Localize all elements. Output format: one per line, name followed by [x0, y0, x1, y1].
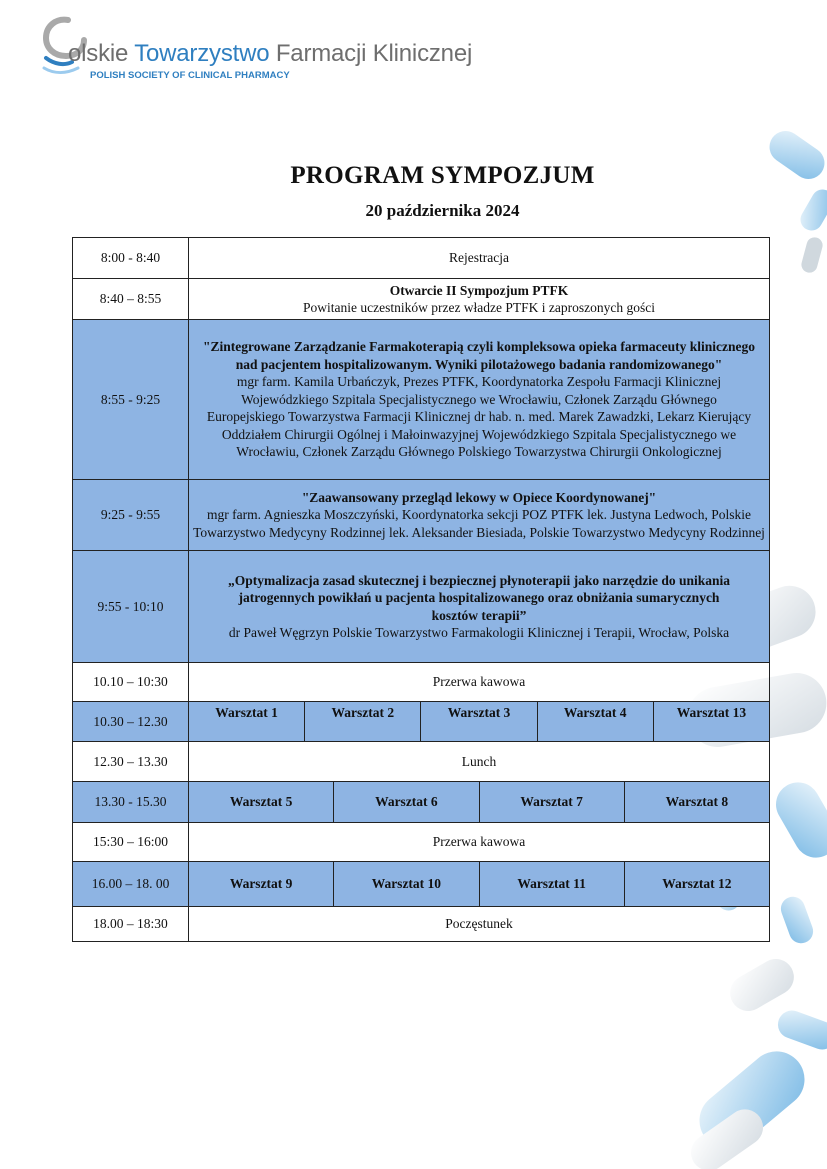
speaker: mgr farm. Kamila Urbańczyk, Prezes PTFK, Koordynatorka Zespołu Farmacji Klinicznej Wojewódzkiego Szpitala Specjalistycznego we Wrocławiu, Członek Zarządu Głównego Europejskiego Towarzystwa Farmacji Klinicznej — [206, 374, 722, 425]
session-title: "Zintegrowane Zarządzanie Farmakoterapią czyli kompleksowa opieka farmaceuty klinicznego nad pacjentem hospitalizowanym. Wyniki pilotażowego badania randomizowanego" — [202, 339, 756, 372]
time-cell: 10.30 – 12.30 — [73, 702, 189, 742]
time-cell: 8:55 - 9:25 — [73, 320, 189, 480]
workshop-item: Warsztat 13 — [676, 705, 747, 720]
time-cell: 8:40 – 8:55 — [73, 279, 189, 320]
workshop-item: Warsztat 8 — [665, 794, 729, 810]
workshop-item: Warsztat 1 — [189, 702, 305, 741]
time-cell: 9:55 - 10:10 — [73, 551, 189, 663]
time-cell: 15:30 – 16:00 — [73, 823, 189, 862]
workshop-group — [189, 702, 769, 741]
time-cell: 12.30 – 13.30 — [73, 742, 189, 782]
table-row — [73, 907, 770, 942]
session-cell — [189, 480, 770, 551]
logo-title — [68, 40, 472, 68]
table-row — [73, 782, 770, 823]
workshop-item: Warsztat 2 — [305, 702, 421, 741]
table-row — [73, 551, 770, 663]
workshop-item: Warsztat 5 — [189, 782, 334, 822]
table-row — [73, 279, 770, 320]
workshop-group — [189, 862, 769, 906]
workshop-group — [189, 782, 769, 822]
table-row — [73, 238, 770, 279]
logo-subtitle: POLISH SOCIETY OF CLINICAL PHARMACY — [90, 70, 290, 81]
workshops-cell — [189, 862, 770, 907]
table-row — [73, 702, 770, 742]
session-title: Otwarcie II Sympozjum PTFK — [389, 282, 569, 298]
session-cell: Lunch — [189, 742, 770, 782]
speaker: dr hab. n. med. Marek Zawadzki, Lekarz Kierujący Oddziałem Chirurgii Ogólnej i Małoinwazyjnej Wojewódzkiego Szpitala Specjalistycznego we Wrocławiu, Członek Zarządu Głównego Polskiego Towarzystwa Chirurgii Onkologicznej — [221, 409, 752, 460]
table-row — [73, 823, 770, 862]
session-cell — [189, 551, 770, 663]
time-cell: 10.10 – 10:30 — [73, 663, 189, 702]
time-cell: 16.00 – 18. 00 — [73, 862, 189, 907]
speaker: dr Paweł Węgrzyn — [228, 625, 330, 640]
session-cell: Przerwa kawowa — [189, 823, 770, 862]
page-title: PROGRAM SYMPOZJUM — [290, 162, 595, 189]
workshop-item: Warsztat 4 — [538, 702, 654, 741]
session-description: Powitanie uczestników przez władze PTFK i zaproszonych gości — [302, 300, 656, 315]
time-cell: 13.30 - 15.30 — [73, 782, 189, 823]
workshop-item: Warsztat 12 — [662, 876, 732, 892]
table-row — [73, 742, 770, 782]
time-cell: 8:00 - 8:40 — [73, 238, 189, 279]
workshops-cell — [189, 782, 770, 823]
workshop-item: Warsztat 9 — [189, 862, 334, 906]
logo-title-part3: Farmacji Klinicznej — [269, 40, 473, 67]
session-cell: Przerwa kawowa — [189, 663, 770, 702]
workshop-item: Warsztat 10 — [334, 862, 479, 906]
event-date: 20 października 2024 — [365, 201, 520, 220]
table-row — [73, 862, 770, 907]
table-row — [73, 663, 770, 702]
workshop-item: Warsztat 6 — [334, 782, 479, 822]
session-title: „Optymalizacja zasad skutecznej i bezpiecznej płynoterapii jako narzędzie do unikania jatrogennych powikłań u pacjenta hospitalizowanego oraz obniżania sumarycznych kosztów terapii” — [227, 572, 731, 623]
session-cell: Rejestracja — [189, 238, 770, 279]
session-title: "Zaawansowany przegląd lekowy w Opiece Koordynowanej" — [301, 489, 657, 505]
session-cell — [189, 320, 770, 480]
logo-title-part2: Towarzystwo — [134, 40, 270, 67]
speaker: lek. Justyna Ledwoch, Polskie Towarzystwo Medycyny Rodzinnej — [193, 507, 752, 540]
workshop-item: Warsztat 3 — [421, 702, 537, 741]
table-row — [73, 480, 770, 551]
speaker-affiliation: Polskie Towarzystwo Farmakologii Klinicznej i Terapii, Wrocław, Polska — [332, 625, 730, 640]
speaker: mgr farm. Agnieszka Moszczyński, Koordynatorka sekcji POZ PTFK — [206, 507, 584, 523]
workshop-item: Warsztat 7 — [480, 782, 625, 822]
session-cell: Poczęstunek — [189, 907, 770, 942]
time-cell: 9:25 - 9:55 — [73, 480, 189, 551]
time-cell: 18.00 – 18:30 — [73, 907, 189, 942]
speaker: lek. Aleksander Biesiada, Polskie Towarzystwo Medycyny Rodzinnej — [388, 524, 765, 540]
workshop-item: Warsztat 11 — [480, 862, 625, 906]
society-logo — [38, 12, 473, 82]
workshops-cell — [189, 702, 770, 742]
program-table — [72, 237, 770, 942]
session-cell — [189, 279, 770, 320]
logo-title-part1: olskie — [68, 40, 135, 67]
table-row — [73, 320, 770, 480]
